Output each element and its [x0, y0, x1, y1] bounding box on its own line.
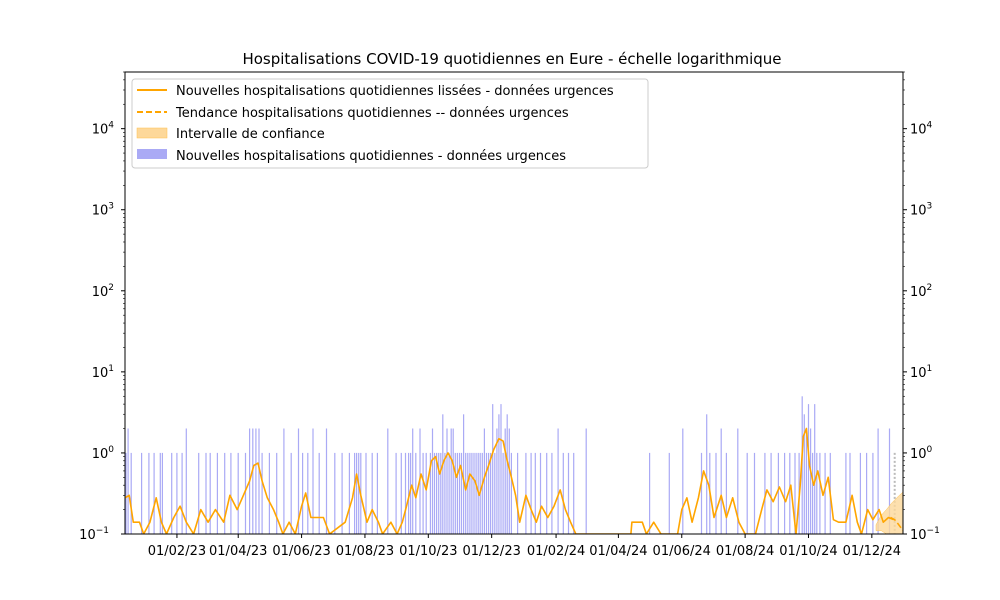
daily-bar [238, 453, 239, 534]
daily-bar [490, 453, 491, 534]
y-tick-label-right: $10^4$ [910, 120, 933, 138]
daily-bar [434, 453, 435, 534]
daily-bar [715, 453, 716, 534]
legend [132, 79, 648, 168]
daily-bar [440, 453, 441, 534]
daily-bar [426, 453, 427, 534]
daily-bar [669, 453, 670, 534]
legend-label-smoothed: Nouvelles hospitalisations quotidiennes lissées - données urgences [176, 84, 614, 99]
daily-bar [726, 453, 727, 534]
daily-bar [507, 414, 508, 534]
daily-bar [469, 453, 470, 534]
daily-bar [721, 429, 722, 535]
daily-bar [128, 429, 129, 535]
daily-bar [255, 429, 256, 535]
daily-bar [457, 453, 458, 534]
daily-bar [449, 453, 450, 534]
daily-bar [784, 453, 785, 534]
daily-bar [486, 453, 487, 534]
daily-bar [131, 453, 132, 534]
daily-bar [476, 453, 477, 534]
daily-bar [492, 404, 493, 534]
daily-bar [245, 453, 246, 534]
y-tick-label-left: $10^0$ [91, 444, 114, 462]
daily-bar [319, 453, 320, 534]
x-tick-label: 01/12/23 [462, 544, 521, 559]
daily-bar [141, 453, 142, 534]
daily-bar [849, 453, 850, 534]
daily-bar [825, 453, 826, 534]
y-tick-label-right: $10^3$ [910, 201, 933, 219]
daily-bar [230, 453, 231, 534]
daily-bar [283, 429, 284, 535]
daily-bar [812, 453, 813, 534]
daily-bar [354, 453, 355, 534]
daily-bar [866, 453, 867, 534]
daily-bar [396, 453, 397, 534]
daily-bar [789, 453, 790, 534]
daily-bar [302, 453, 303, 534]
y-tick-label-left: $10^1$ [91, 363, 114, 381]
daily-bar [334, 453, 335, 534]
x-tick-label: 01/12/24 [842, 544, 902, 559]
daily-bar [540, 453, 541, 534]
daily-bar [432, 429, 433, 535]
daily-bar [503, 453, 504, 534]
daily-bar [531, 453, 532, 534]
daily-bar [754, 453, 755, 534]
daily-bar [568, 453, 569, 534]
daily-bar [349, 453, 350, 534]
daily-bar [551, 453, 552, 534]
daily-bar [747, 453, 748, 534]
daily-bar [546, 453, 547, 534]
daily-bar [217, 453, 218, 534]
daily-bar [465, 453, 466, 534]
daily-bar [356, 453, 357, 534]
daily-bar [342, 453, 343, 534]
legend-label-band: Intervalle de confiance [176, 127, 325, 142]
daily-bar [471, 453, 472, 534]
daily-bar [372, 453, 373, 534]
daily-bar [473, 453, 474, 534]
daily-bar [878, 429, 879, 535]
daily-bar [701, 453, 702, 534]
chart-title: Hospitalisations COVID-19 quotidiennes en Eure - échelle logarithmique [242, 50, 782, 68]
daily-bar [198, 453, 199, 534]
daily-bar [387, 429, 388, 535]
daily-bar [505, 429, 506, 535]
x-tick-label: 01/10/23 [399, 544, 458, 559]
daily-bar [258, 429, 259, 535]
y-tick-label-right: $10^2$ [910, 282, 933, 300]
daily-bar [291, 453, 292, 534]
daily-bar [819, 453, 820, 534]
daily-bar [509, 429, 510, 535]
daily-bar [182, 453, 183, 534]
daily-bar [262, 453, 263, 534]
daily-bar [808, 404, 809, 534]
daily-bar [482, 453, 483, 534]
legend-swatch-band [137, 128, 167, 138]
daily-bar [451, 429, 452, 535]
daily-bar [494, 453, 495, 534]
daily-bar [563, 453, 564, 534]
daily-bar [463, 414, 464, 534]
daily-bar [525, 453, 526, 534]
y-tick-label-left: $10^4$ [91, 120, 114, 138]
daily-bar [154, 453, 155, 534]
daily-bar [558, 429, 559, 535]
daily-bar [810, 429, 811, 535]
y-tick-label-left: $10^3$ [91, 201, 114, 219]
daily-bar [778, 453, 779, 534]
x-tick-label: 01/06/23 [272, 544, 331, 559]
daily-bar [682, 429, 683, 535]
x-tick-label: 01/08/24 [715, 544, 775, 559]
daily-bar [586, 429, 587, 535]
daily-bar [649, 453, 650, 534]
daily-bar [706, 414, 707, 534]
daily-bar [326, 429, 327, 535]
daily-bar [442, 414, 443, 534]
daily-bar [453, 429, 454, 535]
y-tick-label-right: $10^0$ [910, 444, 933, 462]
daily-bar [269, 453, 270, 534]
legend-swatch-bars [137, 149, 167, 159]
daily-bar [252, 429, 253, 535]
daily-bar [455, 453, 456, 534]
y-tick-label-right: $10^1$ [910, 363, 933, 381]
legend-label-trend: Tendance hospitalisations quotidiennes -- données urgences [176, 106, 569, 121]
daily-bar [444, 453, 445, 534]
daily-bar [511, 453, 512, 534]
daily-bar [125, 453, 126, 534]
y-tick-label-left: $10^{-1}$ [79, 526, 109, 543]
x-tick-label: 01/04/24 [589, 544, 648, 559]
daily-bar [405, 453, 406, 534]
daily-bar [517, 453, 518, 534]
y-tick-label-left: $10^2$ [91, 282, 114, 300]
y-tick-label-right: $10^{-1}$ [910, 526, 940, 543]
daily-bar [205, 453, 206, 534]
daily-bar [412, 429, 413, 535]
daily-bar [500, 404, 501, 534]
daily-bar [358, 453, 359, 534]
daily-bar [423, 453, 424, 534]
x-tick-label: 01/08/23 [335, 544, 395, 559]
legend-label-bars: Nouvelles hospitalisations quotidiennes - données urgences [176, 149, 566, 164]
daily-bar [573, 453, 574, 534]
daily-bar [307, 453, 308, 534]
x-tick-label: 01/02/23 [147, 544, 207, 559]
daily-bar [276, 453, 277, 534]
daily-bar [446, 429, 447, 535]
daily-bar [806, 429, 807, 535]
daily-bar [176, 453, 177, 534]
daily-bar [467, 453, 468, 534]
daily-bar [872, 453, 873, 534]
x-tick-label: 01/06/24 [652, 544, 711, 559]
daily-bar [814, 404, 815, 534]
daily-bar [860, 453, 861, 534]
daily-bar [816, 453, 817, 534]
daily-bar [498, 414, 499, 534]
x-tick-label: 01/04/23 [209, 544, 268, 559]
daily-bar [210, 453, 211, 534]
x-tick-label: 01/02/24 [526, 544, 586, 559]
x-tick-label: 01/10/24 [779, 544, 838, 559]
daily-bar [186, 429, 187, 535]
daily-bar [771, 453, 772, 534]
